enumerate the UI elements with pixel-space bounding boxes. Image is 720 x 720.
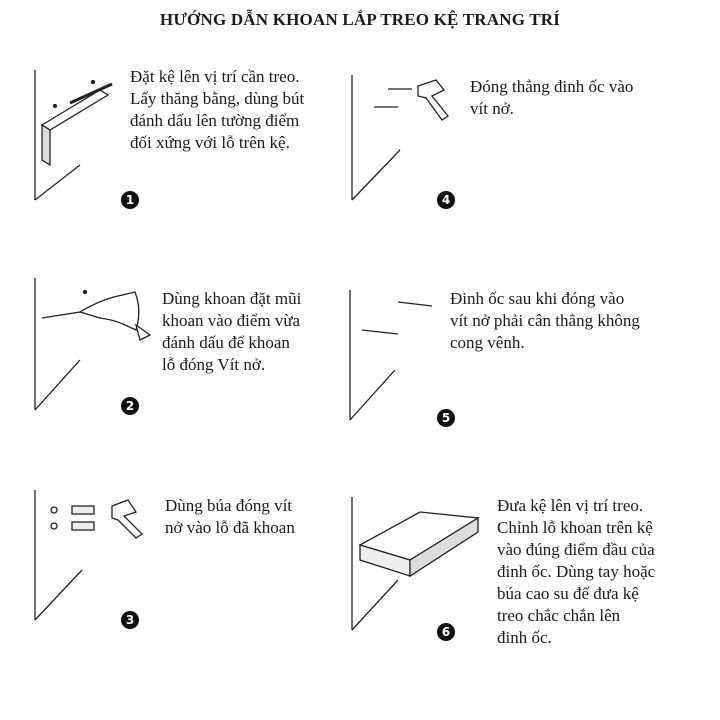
step-4-number: 4 (437, 191, 455, 209)
step-5-illustration (350, 290, 432, 420)
step-3-text: Dùng búa đóng vít nở vào lỗ đã khoan (165, 496, 295, 537)
step-2-text: Dùng khoan đặt mũi khoan vào điểm vừa đánh dấu để khoan lỗ đóng Vít nở. (162, 289, 302, 374)
step-5-number: 5 (437, 409, 455, 427)
step-3-illustration (35, 490, 142, 620)
step-1-text: Đặt kệ lên vị trí cần treo. Lấy thăng bằng, dùng bút đánh dấu lên tường điểm đối xứng với lỗ trên kệ. (130, 67, 305, 152)
step-6-number: 6 (437, 623, 455, 641)
step-6-text: Đưa kệ lên vị trí treo. Chỉnh lỗ khoan trên kệ vào đúng điểm đầu của đinh ốc. Dùng tay hoặc búa cao su để đưa kệ treo chắc chắn lên đinh ốc. (497, 496, 656, 647)
step-1-illustration (35, 70, 112, 200)
step-4-illustration (352, 75, 448, 200)
step-5-text: Đinh ốc sau khi đóng vào vít nở phải cân thẳng không cong vênh. (450, 289, 640, 352)
step-6-illustration (352, 497, 478, 630)
step-2-illustration (35, 278, 150, 410)
step-1-number: 1 (121, 191, 139, 209)
page-title: HƯỚNG DẪN KHOAN LẮP TREO KỆ TRANG TRÍ (159, 10, 561, 29)
step-3-number: 3 (121, 611, 139, 629)
step-2-number: 2 (121, 397, 139, 415)
step-4-text: Đóng thẳng đinh ốc vào vít nở. (470, 77, 634, 118)
